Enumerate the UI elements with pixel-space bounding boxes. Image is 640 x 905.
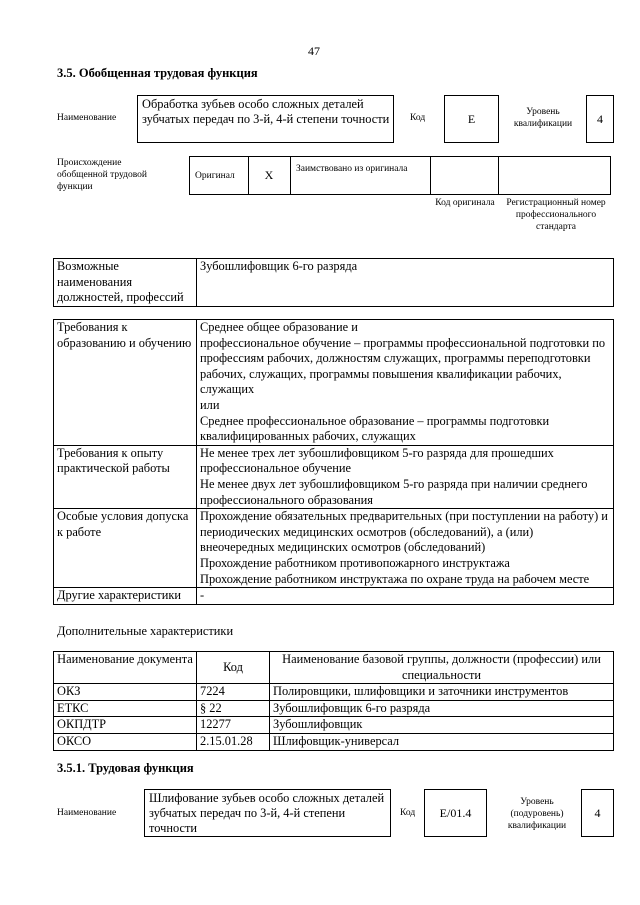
section-title: 3.5. Обобщенная трудовая функция	[57, 66, 258, 80]
req-label: Требования к образованию и обучению	[54, 320, 197, 446]
gen-func-code-value: E	[467, 112, 476, 126]
labor-func-name-value: Шлифование зубьев особо сложных деталей зубчатых передач по 3-й, 4-й степени точности	[149, 791, 385, 835]
req-label: Другие характеристики	[54, 588, 197, 605]
labor-func-code-label: Код	[400, 808, 416, 818]
additional-cell: ОКПДТР	[54, 717, 197, 734]
labor-func-level-value: 4	[594, 806, 601, 820]
labor-func-code-value: E/01.4	[439, 806, 472, 820]
origin-original-label: Оригинал	[195, 171, 235, 181]
additional-cell: 2.15.01.28	[197, 733, 270, 750]
positions-table	[53, 258, 614, 307]
gen-func-code-label: Код	[410, 113, 426, 123]
gen-func-level-label: Уровень квалификации	[513, 107, 573, 129]
req-row-other	[54, 588, 614, 605]
req-line: Среднее профессиональное образование – программы подготовки квалифицированных рабочих, служащих	[200, 413, 550, 444]
labor-func-name-box	[144, 789, 391, 837]
req-line: Прохождение работником инструктажа по охране труда на рабочем месте	[200, 571, 590, 586]
labor-func-level-label: Уровень (подуровень) квалификации	[507, 797, 567, 831]
additional-header: Код	[197, 652, 270, 684]
origin-original-mark: X	[264, 168, 274, 182]
table-row	[54, 684, 614, 701]
table-row	[54, 700, 614, 717]
additional-cell: § 22	[197, 700, 270, 717]
additional-cell: ОКСО	[54, 733, 197, 750]
additional-cell: 7224	[197, 684, 270, 701]
table-row	[54, 717, 614, 734]
labor-func-code-box	[424, 789, 487, 837]
origin-reg-caption: Регистрационный номер профессионального стандарта	[506, 198, 606, 232]
table-row	[54, 733, 614, 750]
gen-func-code-box	[444, 95, 499, 143]
additional-title: Дополнительные характеристики	[57, 624, 234, 638]
req-row-education	[54, 320, 614, 446]
req-line: профессиональное обучение – программы профессиональной подготовки по профессиям рабочих, должностям служащих, программы переподготовки рабочих, служащих, программы повышения квалификации рабочих, служащих	[200, 335, 606, 397]
req-line: Прохождение обязательных предварительных (при поступлении на работу) и периодических медицинских осмотров (обследований), а (или) внеочередных медицинских осмотров (обследований)	[200, 509, 608, 555]
additional-cell: Полировщики, шлифовщики и заточники инструментов	[270, 684, 614, 701]
origin-label: Происхождение обобщенной трудовой функции	[57, 158, 147, 192]
req-line: Не менее трех лет зубошлифовщиком 5-го разряда для прошедших профессиональное обучение	[200, 445, 554, 476]
page-number: 47	[308, 44, 320, 58]
origin-code-caption: Код оригинала	[435, 198, 495, 208]
req-line: или	[200, 397, 220, 412]
additional-cell: Зубошлифовщик	[270, 717, 614, 734]
additional-header: Наименование документа	[54, 652, 197, 684]
requirements-table	[53, 319, 614, 605]
req-line: Не менее двух лет зубошлифовщиком 5-го разряда при наличии среднего профессионального образования	[200, 476, 588, 507]
req-label: Требования к опыту практической работы	[54, 445, 197, 508]
gen-func-name-value: Обработка зубьев особо сложных деталей зубчатых передач по 3-й, 4-й степени точности	[142, 97, 390, 126]
additional-header: Наименование базовой группы, должности (профессии) или специальности	[270, 652, 614, 684]
gen-func-name-box	[137, 95, 394, 143]
gen-func-level-value: 4	[597, 112, 603, 126]
req-line: Среднее общее образование и	[200, 320, 358, 334]
req-line: Прохождение работником противопожарного инструктажа	[200, 555, 510, 570]
additional-cell: 12277	[197, 717, 270, 734]
additional-cell: Зубошлифовщик 6-го разряда	[270, 700, 614, 717]
labor-func-name-label: Наименование	[57, 808, 117, 818]
req-label: Особые условия допуска к работе	[54, 509, 197, 588]
additional-cell: ЕТКС	[54, 700, 197, 717]
gen-func-level-box	[586, 95, 614, 143]
origin-borrowed-label: Заимствовано из оригинала	[296, 164, 408, 174]
labor-func-level-box	[581, 789, 614, 837]
additional-table	[53, 651, 614, 751]
positions-value: Зубошлифовщик 6-го разряда	[197, 259, 614, 307]
additional-cell: ОКЗ	[54, 684, 197, 701]
req-row-conditions	[54, 509, 614, 588]
gen-func-name-label: Наименование	[57, 113, 117, 123]
labor-func-title: 3.5.1. Трудовая функция	[57, 761, 194, 775]
additional-cell: Шлифовщик-универсал	[270, 733, 614, 750]
positions-label: Возможные наименования должностей, профессий	[54, 259, 197, 307]
req-row-experience	[54, 445, 614, 508]
req-line: -	[200, 588, 205, 603]
